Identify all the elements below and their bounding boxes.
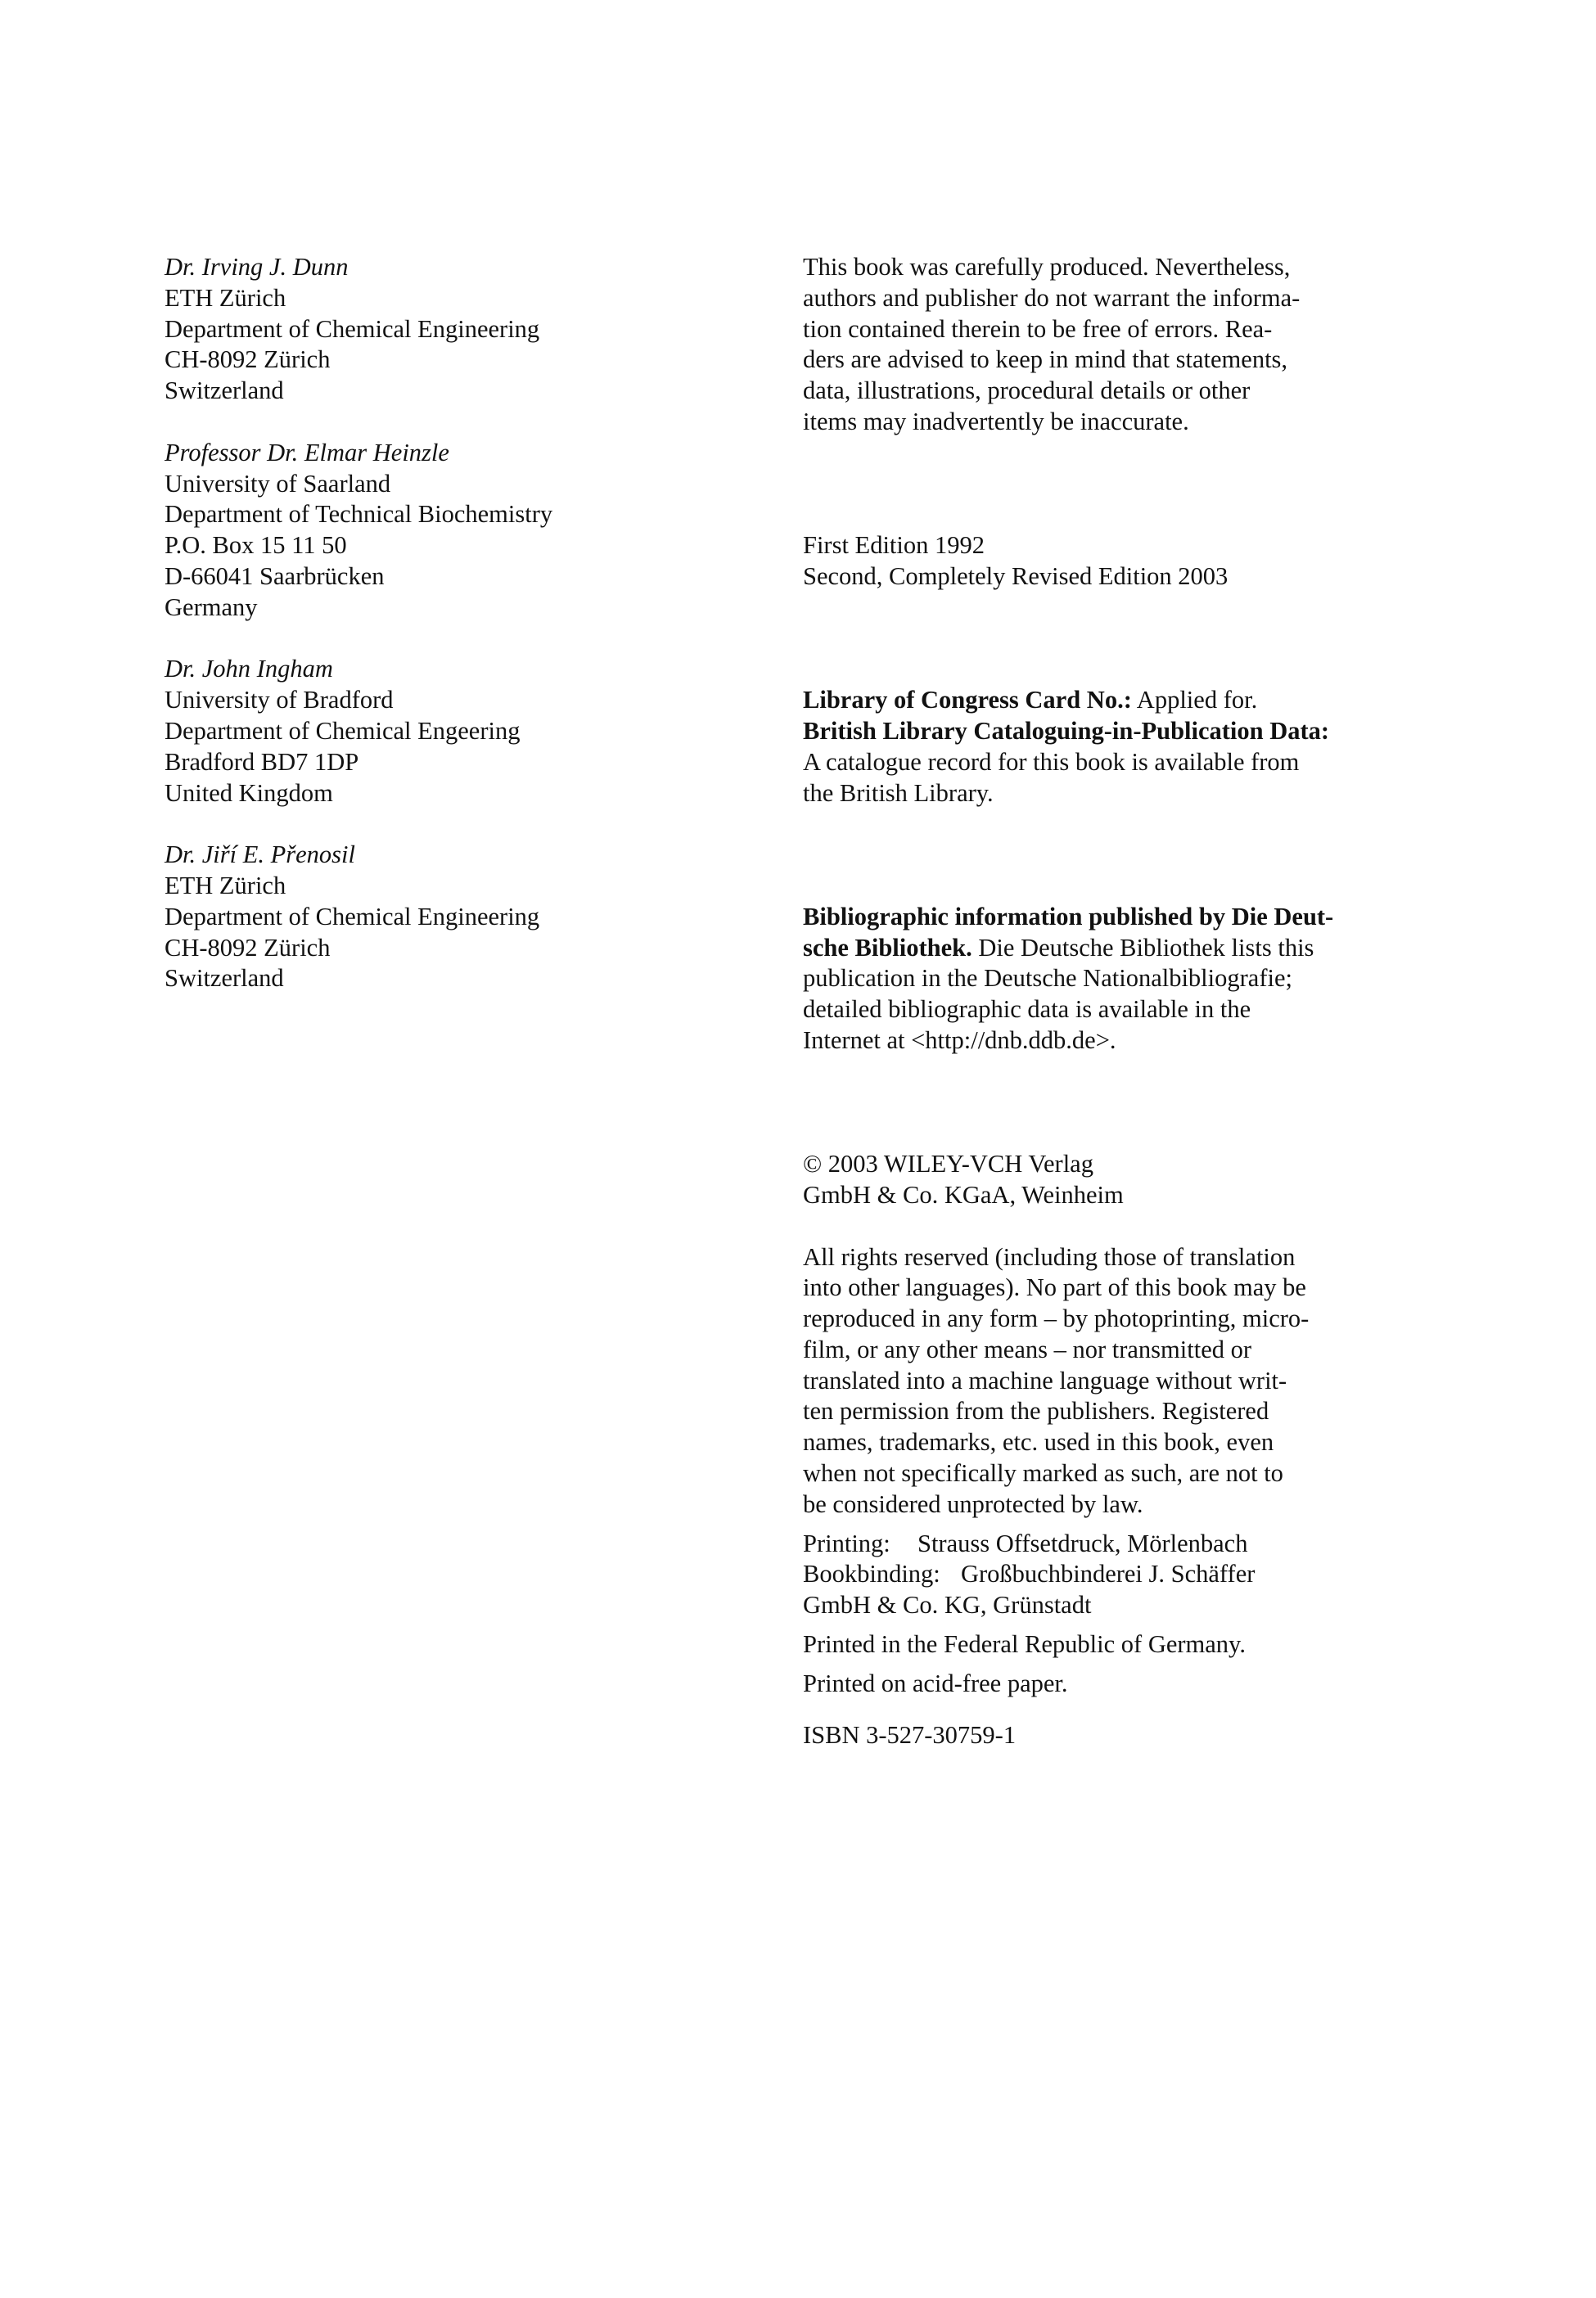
author-address-line: CH-8092 Zürich xyxy=(165,345,331,374)
author-address-line: Switzerland xyxy=(165,376,284,405)
loc-card-label: Library of Congress Card No.: xyxy=(803,686,1132,714)
printed-in-line: Printed in the Federal Republic of Germany. xyxy=(803,1630,1246,1659)
author-address-line: P.O. Box 15 11 50 xyxy=(165,531,347,560)
binding-value: Großbuchbinderei J. Schäffer xyxy=(961,1560,1256,1588)
author-name: Professor Dr. Elmar Heinzle xyxy=(165,438,449,466)
bibliographic-line xyxy=(803,933,1400,964)
author-address-line: United Kingdom xyxy=(165,778,333,807)
author-address-line: Switzerland xyxy=(165,964,284,993)
isbn: ISBN 3-527-30759-1 xyxy=(803,1720,1017,1749)
disclaimer-line: authors and publisher do not warrant the informa- xyxy=(803,283,1301,312)
loc-card-value: Applied for. xyxy=(1131,686,1258,714)
rights-line: reproduced in any form – by photoprinting, micro- xyxy=(803,1304,1310,1333)
disclaimer-line: This book was carefully produced. Nevertheless, xyxy=(803,253,1291,281)
disclaimer-line: tion contained therein to be free of errors. Rea- xyxy=(803,314,1273,343)
disclaimer-line: data, illustrations, procedural details or other xyxy=(803,376,1251,405)
author-block xyxy=(165,252,787,407)
author-name: Dr. Jiří E. Přenosil xyxy=(165,840,355,869)
printing-value: Strauss Offsetdruck, Mörlenbach xyxy=(917,1529,1248,1557)
printed-in-notice xyxy=(803,1629,1400,1660)
rights-line: when not specifically marked as such, are not to xyxy=(803,1459,1283,1488)
author-address-line: Department of Chemical Engineering xyxy=(165,314,540,343)
author-address-line: Germany xyxy=(165,593,258,621)
author-block xyxy=(165,654,787,809)
copyright-line: GmbH & Co. KGaA, Weinheim xyxy=(803,1180,1124,1209)
bibliographic-line: publication in the Deutsche Nationalbibliografie; xyxy=(803,964,1292,993)
author-address-line: ETH Zürich xyxy=(165,871,286,899)
author-addresses-column xyxy=(165,252,787,1025)
printing-label: Printing: xyxy=(803,1529,890,1557)
author-block xyxy=(165,438,787,624)
author-block xyxy=(165,840,787,994)
printing-credit xyxy=(803,1529,1400,1560)
author-address-line: CH-8092 Zürich xyxy=(165,933,331,962)
edition-line: Second, Completely Revised Edition 2003 xyxy=(803,561,1229,590)
rights-line: All rights reserved (including those of translation xyxy=(803,1242,1296,1271)
paper-line: Printed on acid-free paper. xyxy=(803,1669,1068,1697)
bibliographic-line: detailed bibliographic data is available in the xyxy=(803,995,1251,1024)
author-name: Dr. John Ingham xyxy=(165,655,333,683)
binding-label: Bookbinding: xyxy=(803,1560,940,1588)
rights-line: names, trademarks, etc. used in this book, even xyxy=(803,1428,1274,1457)
british-library-line: A catalogue record for this book is available from xyxy=(803,747,1300,776)
binding-credit-continued: GmbH & Co. KG, Grünstadt xyxy=(803,1591,1092,1620)
publication-info-column xyxy=(803,252,1400,1751)
library-cataloguing xyxy=(803,685,1400,809)
rights-paragraph xyxy=(803,1242,1400,1521)
isbn-block xyxy=(803,1720,1400,1751)
rights-line: be considered unprotected by law. xyxy=(803,1489,1143,1518)
bibliographic-text: Die Deutsche Bibliothek lists this xyxy=(972,933,1314,962)
binding-credit xyxy=(803,1559,1400,1590)
author-address-line: Department of Technical Biochemistry xyxy=(165,500,553,529)
author-address-line: University of Bradford xyxy=(165,686,394,714)
author-address-line: D-66041 Saarbrücken xyxy=(165,561,385,590)
disclaimer-paragraph xyxy=(803,252,1400,438)
disclaimer-line: ders are advised to keep in mind that statements, xyxy=(803,345,1288,374)
disclaimer-line: items may inadvertently be inaccurate. xyxy=(803,407,1189,435)
paper-notice xyxy=(803,1669,1400,1700)
rights-line: translated into a machine language without writ- xyxy=(803,1366,1287,1395)
edition-line: First Edition 1992 xyxy=(803,531,985,560)
british-library-line: the British Library. xyxy=(803,778,994,807)
bibliographic-information xyxy=(803,902,1400,1057)
copyright-line: © 2003 WILEY-VCH Verlag xyxy=(803,1150,1093,1178)
loc-card-line xyxy=(803,685,1400,716)
author-address-line: Department of Chemical Engeering xyxy=(165,716,521,745)
rights-line: ten permission from the publishers. Registered xyxy=(803,1397,1269,1426)
author-name: Dr. Irving J. Dunn xyxy=(165,253,349,281)
copyright-notice xyxy=(803,1149,1400,1211)
edition-history xyxy=(803,530,1400,593)
bibliographic-heading-end: sche Bibliothek. xyxy=(803,933,972,962)
production-credits xyxy=(803,1529,1400,1621)
bibliographic-heading: Bibliographic information published by Die Deut- xyxy=(803,902,1334,930)
author-address-line: University of Saarland xyxy=(165,469,391,498)
rights-line: film, or any other means – nor transmitted or xyxy=(803,1335,1252,1363)
bibliographic-line: Internet at <http://dnb.ddb.de>. xyxy=(803,1025,1116,1054)
author-address-line: Department of Chemical Engineering xyxy=(165,902,540,930)
british-library-label: British Library Cataloguing-in-Publication Data: xyxy=(803,716,1330,745)
author-address-line: ETH Zürich xyxy=(165,283,286,312)
author-address-line: Bradford BD7 1DP xyxy=(165,747,359,776)
rights-line: into other languages). No part of this book may be xyxy=(803,1273,1306,1302)
